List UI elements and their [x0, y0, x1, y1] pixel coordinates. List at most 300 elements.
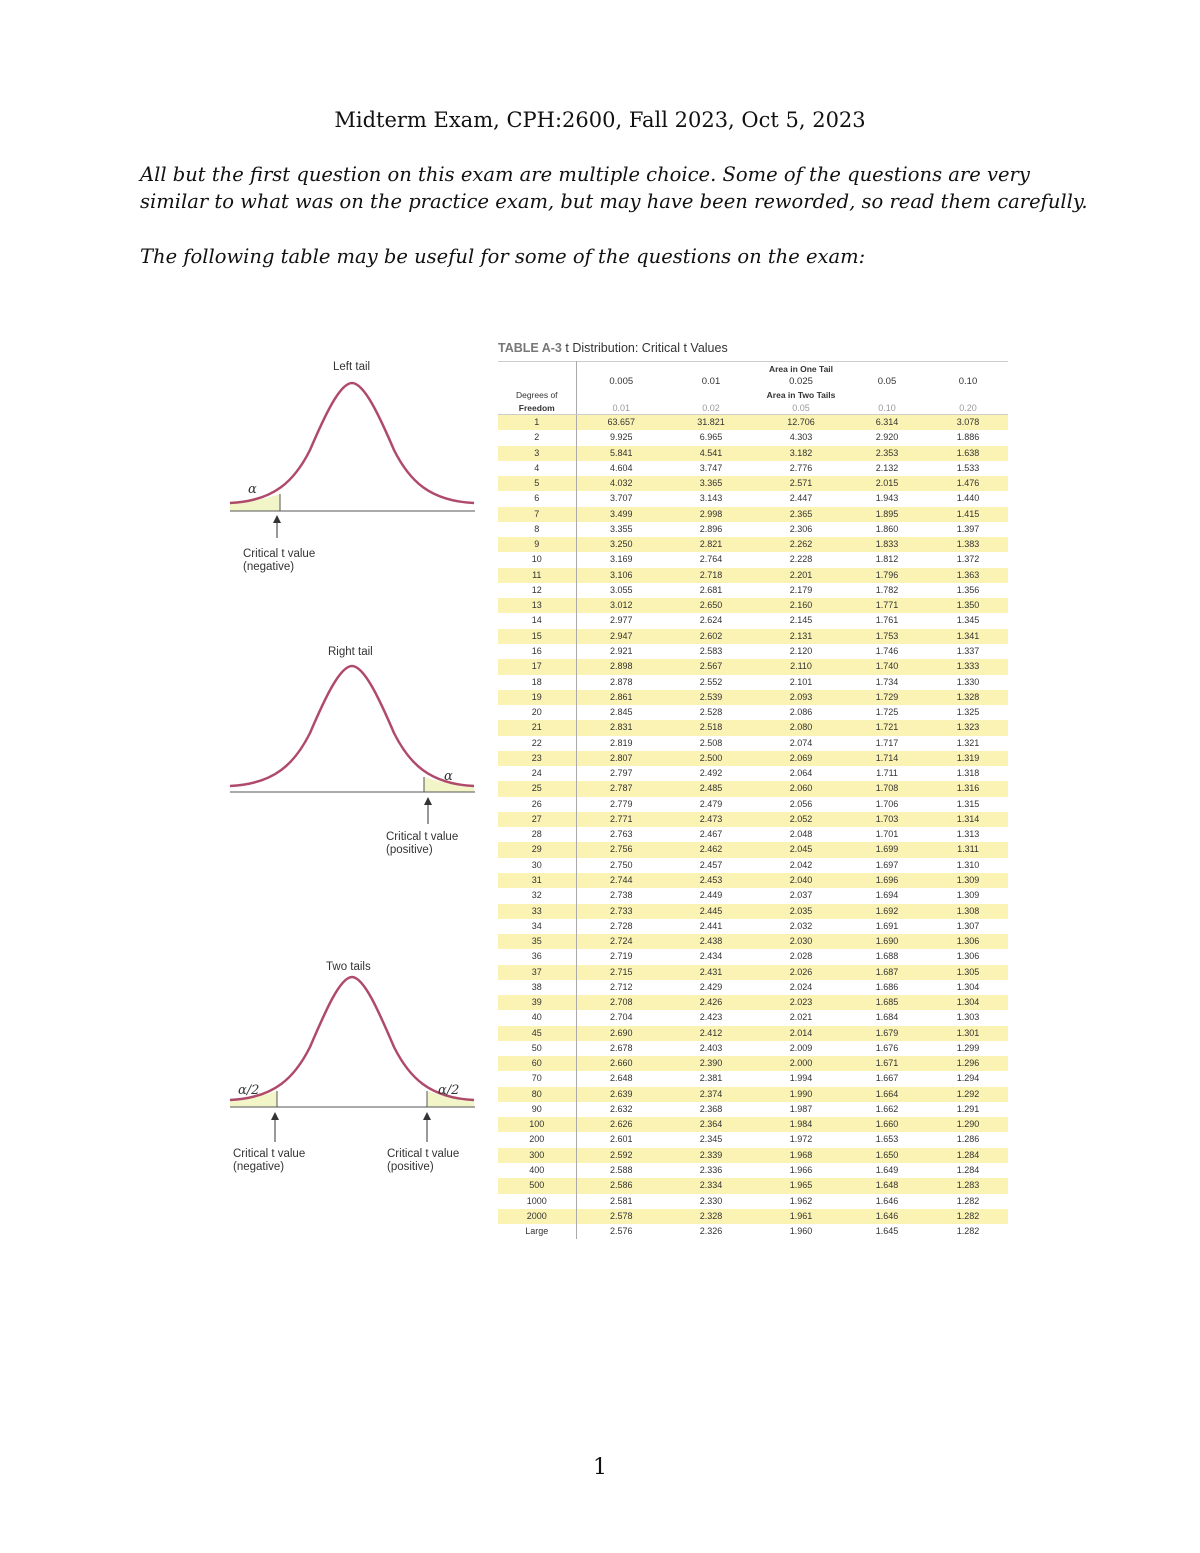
critical-value-cell: 2.678 [609, 1042, 633, 1053]
critical-value-cell: 1.307 [956, 920, 980, 931]
df-cell: 100 [498, 1117, 576, 1132]
critical-value-cell: 3.055 [609, 584, 633, 595]
table-row [498, 583, 1008, 598]
critical-value-cell: 1.316 [956, 783, 980, 794]
critical-value-cell: 1.990 [789, 1088, 813, 1099]
table-row [498, 1224, 1008, 1239]
df-cell: 33 [498, 904, 576, 919]
critical-value-cell: 1.311 [957, 844, 979, 855]
critical-value-cell: 1.294 [956, 1073, 980, 1084]
critical-value-cell: 2.447 [789, 493, 813, 504]
critical-value-cell: 2.592 [609, 1149, 633, 1160]
table-row [498, 568, 1008, 583]
critical-value-cell: 1.305 [956, 966, 980, 977]
critical-value-cell: 2.508 [699, 737, 723, 748]
left-tail-figure [225, 355, 485, 585]
critical-value-cell: 1.717 [875, 737, 899, 748]
two-tails-critical-right-sub: (positive) [387, 1161, 434, 1173]
df-cell: 80 [498, 1087, 576, 1102]
df-cell: 300 [498, 1148, 576, 1163]
table-row [498, 1178, 1008, 1193]
critical-value-cell: 2.708 [609, 997, 633, 1008]
df-cell: 39 [498, 995, 576, 1010]
critical-value-cell: 1.415 [956, 508, 980, 519]
critical-value-cell: 2.423 [699, 1012, 723, 1023]
two-tails-alpha-left-label: α/2 [238, 1083, 260, 1098]
critical-value-cell: 2.462 [699, 844, 723, 855]
critical-value-cell: 2.552 [699, 676, 723, 687]
critical-value-cell: 2.339 [699, 1149, 723, 1160]
critical-value-cell: 2.037 [789, 890, 813, 901]
critical-value-cell: 2.374 [699, 1088, 723, 1099]
df-cell: 27 [498, 812, 576, 827]
critical-value-cell: 1.313 [956, 829, 980, 840]
critical-value-cell: 1.860 [875, 523, 899, 534]
critical-value-cell: 2.660 [609, 1058, 633, 1069]
critical-value-cell: 2.626 [609, 1119, 633, 1130]
critical-value-cell: 2.718 [699, 569, 723, 580]
table-row [498, 1163, 1008, 1178]
critical-value-cell: 2.441 [699, 920, 723, 931]
critical-value-cell: 2.306 [789, 523, 813, 534]
df-cell: 24 [498, 766, 576, 781]
critical-value-cell: 2.518 [699, 722, 723, 733]
critical-value-cell: 2.921 [609, 645, 633, 656]
critical-value-cell: 1.703 [875, 813, 899, 824]
critical-value-cell: 1.664 [875, 1088, 899, 1099]
table-row [498, 446, 1008, 461]
df-cell: 29 [498, 842, 576, 857]
intro-paragraph-instructions: All but the first question on this exam are multiple choice. Some of the questions are very similar to what was on the practice exam, but may have been reworded, so read them carefully. [140, 163, 1088, 213]
critical-value-cell: 1.314 [956, 813, 980, 824]
critical-value-cell: 1.303 [956, 1012, 980, 1023]
critical-value-cell: 1.304 [956, 997, 980, 1008]
critical-value-cell: 2.724 [609, 936, 633, 947]
df-cell: 35 [498, 934, 576, 949]
critical-value-cell: 2.571 [789, 478, 813, 489]
critical-value-cell: 2.821 [699, 539, 723, 550]
table-row [498, 690, 1008, 705]
critical-value-cell: 1.968 [789, 1149, 813, 1160]
critical-value-cell: 2.567 [699, 661, 723, 672]
critical-value-cell: 2.101 [789, 676, 813, 687]
page-title: Midterm Exam, CPH:2600, Fall 2023, Oct 5, 2023 [334, 108, 866, 132]
critical-value-cell: 2.744 [609, 874, 633, 885]
critical-value-cell: 1.476 [956, 478, 980, 489]
critical-value-cell: 2.588 [609, 1165, 633, 1176]
critical-value-cell: 1.729 [875, 691, 899, 702]
critical-value-cell: 2.719 [609, 951, 633, 962]
t-table-body [498, 415, 1008, 1240]
critical-value-cell: 1.328 [956, 691, 980, 702]
critical-value-cell: 2.086 [789, 707, 813, 718]
critical-value-cell: 2.845 [609, 707, 633, 718]
table-row [498, 904, 1008, 919]
table-row [498, 751, 1008, 766]
df-cell: 500 [498, 1178, 576, 1193]
critical-value-cell: 1.721 [875, 722, 899, 733]
critical-value-cell: 1.966 [789, 1165, 813, 1176]
critical-value-cell: 2.064 [789, 768, 813, 779]
critical-value-cell: 2.093 [789, 691, 813, 702]
critical-value-cell: 2.040 [789, 874, 813, 885]
two-tails-title: Two tails [326, 961, 371, 973]
df-cell: 3 [498, 446, 576, 461]
critical-value-cell: 2.787 [609, 783, 633, 794]
intro-paragraph-table-note: The following table may be useful for some of the questions on the exam: [140, 245, 866, 268]
df-cell: 19 [498, 690, 576, 705]
critical-value-cell: 1.333 [956, 661, 980, 672]
critical-value-cell: 2.028 [789, 951, 813, 962]
table-row [498, 995, 1008, 1010]
two-tails-critical-right-label: Critical t value [387, 1148, 460, 1160]
critical-value-cell: 1.653 [875, 1134, 899, 1145]
table-row [498, 476, 1008, 491]
critical-value-cell: 2.896 [699, 523, 723, 534]
critical-value-cell: 2.947 [609, 630, 633, 641]
critical-value-cell: 1.895 [875, 508, 899, 519]
table-row [498, 1209, 1008, 1224]
table-row [498, 1102, 1008, 1117]
df-cell: 5 [498, 476, 576, 491]
table-row [498, 888, 1008, 903]
critical-value-cell: 3.012 [609, 600, 633, 611]
two-tails-header: 0.10 [846, 401, 928, 415]
area-two-tails-label: Area in Two Tails [766, 389, 836, 400]
critical-value-cell: 2.179 [789, 584, 813, 595]
one-tail-header: 0.05 [877, 376, 897, 387]
critical-value-cell: 1.309 [956, 890, 980, 901]
critical-value-cell: 1.304 [956, 981, 980, 992]
df-cell: 26 [498, 797, 576, 812]
critical-value-cell: 2.434 [699, 951, 723, 962]
critical-value-cell: 1.308 [956, 905, 980, 916]
critical-value-cell: 1.650 [875, 1149, 899, 1160]
df-cell: 28 [498, 827, 576, 842]
critical-value-cell: 1.812 [875, 554, 899, 565]
table-row [498, 705, 1008, 720]
critical-value-cell: 2.473 [699, 813, 723, 824]
critical-value-cell: 2.648 [609, 1073, 633, 1084]
table-row [498, 537, 1008, 552]
table-row [498, 766, 1008, 781]
critical-value-cell: 2.449 [699, 890, 723, 901]
critical-value-cell: 1.337 [956, 645, 980, 656]
critical-value-cell: 1.638 [956, 447, 980, 458]
critical-value-cell: 2.429 [699, 981, 723, 992]
critical-value-cell: 2.368 [699, 1103, 723, 1114]
critical-value-cell: 2.024 [789, 981, 813, 992]
table-row [498, 965, 1008, 980]
table-row [498, 980, 1008, 995]
critical-value-cell: 2.733 [609, 905, 633, 916]
critical-value-cell: 1.676 [875, 1042, 899, 1053]
critical-value-cell: 1.965 [789, 1180, 813, 1191]
critical-value-cell: 5.841 [609, 447, 633, 458]
critical-value-cell: 2.977 [609, 615, 633, 626]
critical-value-cell: 1.706 [875, 798, 899, 809]
table-row [498, 1010, 1008, 1025]
critical-value-cell: 2.438 [699, 936, 723, 947]
critical-value-cell: 2.015 [875, 478, 899, 489]
critical-value-cell: 1.310 [956, 859, 980, 870]
critical-value-cell: 1.708 [875, 783, 899, 794]
critical-value-cell: 1.282 [956, 1195, 980, 1206]
critical-value-cell: 1.283 [956, 1180, 980, 1191]
critical-value-cell: 1.440 [956, 493, 980, 504]
critical-value-cell: 4.032 [609, 478, 633, 489]
critical-value-cell: 2.056 [789, 798, 813, 809]
df-cell: 31 [498, 873, 576, 888]
df-cell: 12 [498, 583, 576, 598]
critical-value-cell: 2.262 [789, 539, 813, 550]
critical-value-cell: 2.412 [699, 1027, 723, 1038]
table-row [498, 430, 1008, 445]
table-row [498, 873, 1008, 888]
critical-value-cell: 2.712 [609, 981, 633, 992]
critical-value-cell: 2.528 [699, 707, 723, 718]
df-cell: 25 [498, 781, 576, 796]
critical-value-cell: 1.325 [956, 707, 980, 718]
critical-value-cell: 1.315 [956, 798, 980, 809]
critical-value-cell: 2.048 [789, 829, 813, 840]
critical-value-cell: 2.032 [789, 920, 813, 931]
critical-value-cell: 1.796 [875, 569, 899, 580]
critical-value-cell: 2.539 [699, 691, 723, 702]
two-tails-arrow-head-left [271, 1112, 279, 1120]
critical-value-cell: 2.878 [609, 676, 633, 687]
two-tails-figure [225, 957, 485, 1187]
critical-value-cell: 2.131 [789, 630, 813, 641]
critical-value-cell: 2.602 [699, 630, 723, 641]
critical-value-cell: 1.301 [956, 1027, 980, 1038]
critical-value-cell: 1.646 [875, 1210, 899, 1221]
df-cell: 1 [498, 415, 576, 431]
table-caption-text: t Distribution: Critical t Values [565, 341, 728, 355]
critical-value-cell: 2.069 [789, 752, 813, 763]
left-tail-title: Left tail [333, 361, 371, 373]
critical-value-cell: 3.143 [699, 493, 723, 504]
df-cell: 4 [498, 461, 576, 476]
table-row [498, 1132, 1008, 1147]
critical-value-cell: 2.578 [609, 1210, 633, 1221]
critical-value-cell: 1.771 [875, 600, 899, 611]
critical-value-cell: 1.341 [956, 630, 980, 641]
critical-value-cell: 2.345 [699, 1134, 723, 1145]
left-tail-density-curve [230, 383, 474, 503]
critical-value-cell: 12.706 [787, 417, 815, 427]
two-tails-critical-left-sub: (negative) [233, 1161, 285, 1173]
critical-value-cell: 2.445 [699, 905, 723, 916]
critical-value-cell: 1.291 [956, 1103, 980, 1114]
critical-value-cell: 1.984 [789, 1119, 813, 1130]
right-tail-alpha-label: α [444, 769, 453, 784]
critical-value-cell: 1.761 [875, 615, 899, 626]
critical-value-cell: 2.042 [789, 859, 813, 870]
critical-value-cell: 1.687 [875, 966, 899, 977]
one-tail-header: 0.01 [701, 376, 721, 387]
df-cell: 22 [498, 736, 576, 751]
critical-value-cell: 2.080 [789, 722, 813, 733]
critical-value-cell: 2.074 [789, 737, 813, 748]
critical-value-cell: 1.833 [875, 539, 899, 550]
critical-value-cell: 4.604 [609, 462, 633, 473]
critical-value-cell: 1.363 [956, 569, 980, 580]
critical-value-cell: 1.714 [875, 752, 899, 763]
critical-value-cell: 1.356 [956, 584, 980, 595]
critical-value-cell: 3.355 [609, 523, 633, 534]
table-row [498, 919, 1008, 934]
critical-value-cell: 2.632 [609, 1103, 633, 1114]
critical-value-cell: 2.750 [609, 859, 633, 870]
critical-value-cell: 1.692 [875, 905, 899, 916]
one-tail-header: 0.10 [958, 376, 978, 387]
critical-value-cell: 2.576 [609, 1226, 633, 1237]
two-tails-header: 0.01 [576, 401, 666, 415]
critical-value-cell: 2.479 [699, 798, 723, 809]
table-row [498, 1194, 1008, 1209]
critical-value-cell: 2.000 [789, 1058, 813, 1069]
two-tails-header: 0.20 [928, 401, 1008, 415]
critical-value-cell: 2.060 [789, 783, 813, 794]
table-row [498, 522, 1008, 537]
critical-value-cell: 2.364 [699, 1119, 723, 1130]
critical-value-cell: 2.492 [699, 768, 723, 779]
critical-value-cell: 2.145 [789, 615, 813, 626]
left-tail-critical-label: Critical t value [243, 548, 316, 560]
critical-value-cell: 2.328 [699, 1210, 723, 1221]
critical-value-cell: 1.306 [956, 936, 980, 947]
table-row [498, 613, 1008, 628]
table-row [498, 1056, 1008, 1071]
table-caption [498, 341, 728, 355]
df-header-line1: Degrees of [498, 388, 576, 401]
df-cell: 8 [498, 522, 576, 537]
df-cell: 90 [498, 1102, 576, 1117]
df-cell: 30 [498, 858, 576, 873]
table-row [498, 858, 1008, 873]
table-row [498, 781, 1008, 796]
t-distribution-table [498, 361, 1008, 1239]
df-cell: 11 [498, 568, 576, 583]
two-tails-arrow-head-right [423, 1112, 431, 1120]
critical-value-cell: 2.334 [699, 1180, 723, 1191]
right-tail-arrow-head [424, 797, 432, 805]
critical-value-cell: 2.998 [699, 508, 723, 519]
df-cell: 13 [498, 598, 576, 613]
critical-value-cell: 3.169 [609, 554, 633, 565]
critical-value-cell: 4.303 [789, 432, 813, 443]
critical-value-cell: 2.650 [699, 600, 723, 611]
critical-value-cell: 2.779 [609, 798, 633, 809]
df-cell: 60 [498, 1056, 576, 1071]
df-cell: 7 [498, 507, 576, 522]
critical-value-cell: 1.292 [956, 1088, 980, 1099]
table-row [498, 1041, 1008, 1056]
critical-value-cell: 1.711 [876, 768, 898, 779]
df-cell: 17 [498, 659, 576, 674]
critical-value-cell: 1.323 [956, 722, 980, 733]
df-cell: 2000 [498, 1209, 576, 1224]
critical-value-cell: 1.282 [956, 1210, 980, 1221]
critical-value-cell: 1.960 [789, 1226, 813, 1237]
critical-value-cell: 1.662 [875, 1103, 899, 1114]
table-row [498, 736, 1008, 751]
right-tail-figure [225, 642, 485, 872]
critical-value-cell: 1.696 [875, 874, 899, 885]
area-one-tail-label: Area in One Tail [756, 362, 846, 376]
critical-value-cell: 2.120 [789, 645, 813, 656]
critical-value-cell: 1.533 [956, 462, 980, 473]
critical-value-cell: 2.381 [699, 1073, 723, 1084]
df-cell: 9 [498, 537, 576, 552]
critical-value-cell: 2.110 [790, 661, 812, 672]
critical-value-cell: 1.667 [875, 1073, 899, 1084]
table-row [498, 720, 1008, 735]
critical-value-cell: 2.160 [789, 600, 813, 611]
critical-value-cell: 3.365 [699, 478, 723, 489]
critical-value-cell: 2.023 [789, 997, 813, 1008]
table-caption-label: TABLE A-3 [498, 341, 562, 355]
critical-value-cell: 2.014 [789, 1027, 813, 1038]
critical-value-cell: 1.886 [956, 432, 980, 443]
critical-value-cell: 1.645 [875, 1226, 899, 1237]
critical-value-cell: 2.583 [699, 645, 723, 656]
critical-value-cell: 2.681 [699, 584, 723, 595]
critical-value-cell: 2.228 [789, 554, 813, 565]
critical-value-cell: 2.426 [699, 997, 723, 1008]
critical-value-cell: 1.690 [875, 936, 899, 947]
df-cell: 37 [498, 965, 576, 980]
right-tail-critical-label: Critical t value [386, 831, 459, 843]
df-cell: 16 [498, 644, 576, 659]
df-cell: 200 [498, 1132, 576, 1147]
critical-value-cell: 1.688 [875, 951, 899, 962]
critical-value-cell: 2.581 [609, 1195, 633, 1206]
critical-value-cell: 1.734 [875, 676, 899, 687]
df-cell: 23 [498, 751, 576, 766]
critical-value-cell: 2.132 [875, 462, 899, 473]
one-tail-header: 0.025 [789, 376, 813, 387]
critical-value-cell: 1.740 [875, 661, 899, 672]
critical-value-cell: 2.330 [699, 1195, 723, 1206]
table-row [498, 507, 1008, 522]
table-row [498, 644, 1008, 659]
critical-value-cell: 1.961 [789, 1210, 813, 1221]
critical-value-cell: 3.499 [609, 508, 633, 519]
critical-value-cell: 1.648 [875, 1180, 899, 1191]
critical-value-cell: 3.106 [609, 569, 633, 580]
critical-value-cell: 1.350 [956, 600, 980, 611]
critical-value-cell: 2.390 [699, 1058, 723, 1069]
critical-value-cell: 2.898 [609, 661, 633, 672]
critical-value-cell: 2.776 [789, 462, 813, 473]
critical-value-cell: 2.586 [609, 1180, 633, 1191]
critical-value-cell: 6.965 [699, 432, 723, 443]
df-cell: 38 [498, 980, 576, 995]
critical-value-cell: 31.821 [697, 417, 725, 427]
table-row [498, 629, 1008, 644]
critical-value-cell: 1.383 [956, 539, 980, 550]
critical-value-cell: 1.782 [875, 584, 899, 595]
critical-value-cell: 1.397 [956, 523, 980, 534]
critical-value-cell: 1.697 [875, 859, 899, 870]
critical-value-cell: 1.691 [875, 920, 899, 931]
table-row [498, 461, 1008, 476]
df-cell: 40 [498, 1010, 576, 1025]
critical-value-cell: 1.296 [956, 1058, 980, 1069]
critical-value-cell: 63.657 [607, 417, 636, 427]
